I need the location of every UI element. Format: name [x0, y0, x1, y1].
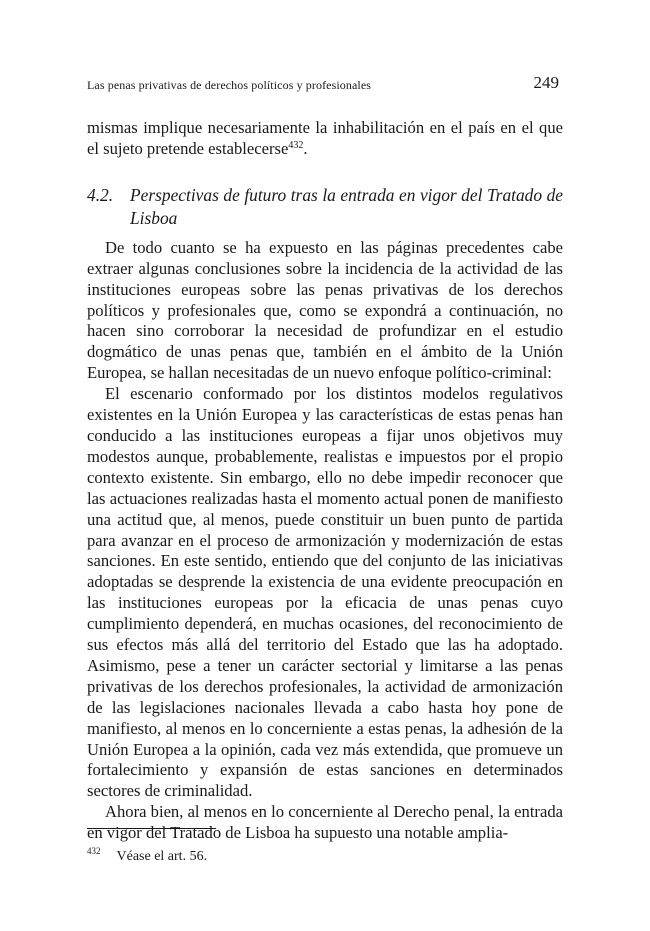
paragraph: De todo cuanto se ha expuesto en las páginas precedentes cabe extraer algunas conclusiones sobre la incidencia de la actividad de las instituciones europeas sobre las penas privativas de los derechos políticos y profesionales que, como se expondrá a continuación, no hacen sino corroborar la necesidad de profundizar en el estudio dogmático de unas penas que, también en el ámbito de la Unión Europea, se hallan necesitadas de un nuevo enfoque político-criminal: [87, 237, 563, 383]
footnote-ref: 432 [288, 139, 304, 151]
continuation-end: . [303, 138, 308, 158]
running-head: Las penas privativas de derechos políticos y profesionales [87, 78, 372, 92]
section-title: Perspectivas de futuro tras la entrada en vigor del Tratado de Lisboa [130, 184, 563, 228]
footnote-divider [87, 828, 216, 829]
page-number: 249 [533, 73, 559, 92]
continuation-paragraph [87, 118, 563, 160]
footnote-number: 432 [87, 846, 101, 856]
section-number: 4.2. [87, 184, 114, 205]
body-text [87, 118, 563, 844]
continuation-text: mismas implique necesariamente la inhabilitación en el país en el que el sujeto pretende establecerse [87, 118, 563, 158]
paragraph: Ahora bien, al menos en lo concerniente al Derecho penal, la entrada en vigor del Tratado de Lisboa ha supuesto una notable amplia- [87, 802, 563, 843]
paragraph: El escenario conformado por los distintos modelos regulativos existentes en la Unión Europea y las características de estas penas han conducido a las instituciones europeas a fijar unos objetivos muy modestos aunque, probablemente, realistas e impuestos por el propio contexto existente. Sin embargo, ello no debe impedir reconocer que las actuaciones realizadas hasta el momento actual ponen de manifiesto una actitud que, al menos, puede constituir un buen punto de partida para avanzar en el proceso de armonización y modernización de estas sanciones. En este sentido, entiendo que del conjunto de las iniciativas adoptadas se desprende la existencia de una evidente preocupación en las instituciones europeas por la eficacia de unas penas cuyo cumplimiento dependerá, en muchas ocasiones, del reconocimiento de sus efectos más allá del territorio del Estado que las ha adoptado. Asimismo, pese a tener un carácter sectorial y limitarse a las penas privativas de los derechos profesionales, la actividad de armonización de las legislaciones nacionales llevada a cabo hasta hoy pone de manifiesto, al menos en lo concerniente a estas penas, la adhesión de la Unión Europea a la opinión, cada vez más extendida, que promueve un fortalecimiento y expansión de estas sanciones en determinados sectores de criminalidad. [87, 384, 563, 801]
footnote [87, 846, 207, 865]
section-heading [87, 184, 563, 230]
footnote-text: Véase el art. 56. [116, 849, 208, 864]
